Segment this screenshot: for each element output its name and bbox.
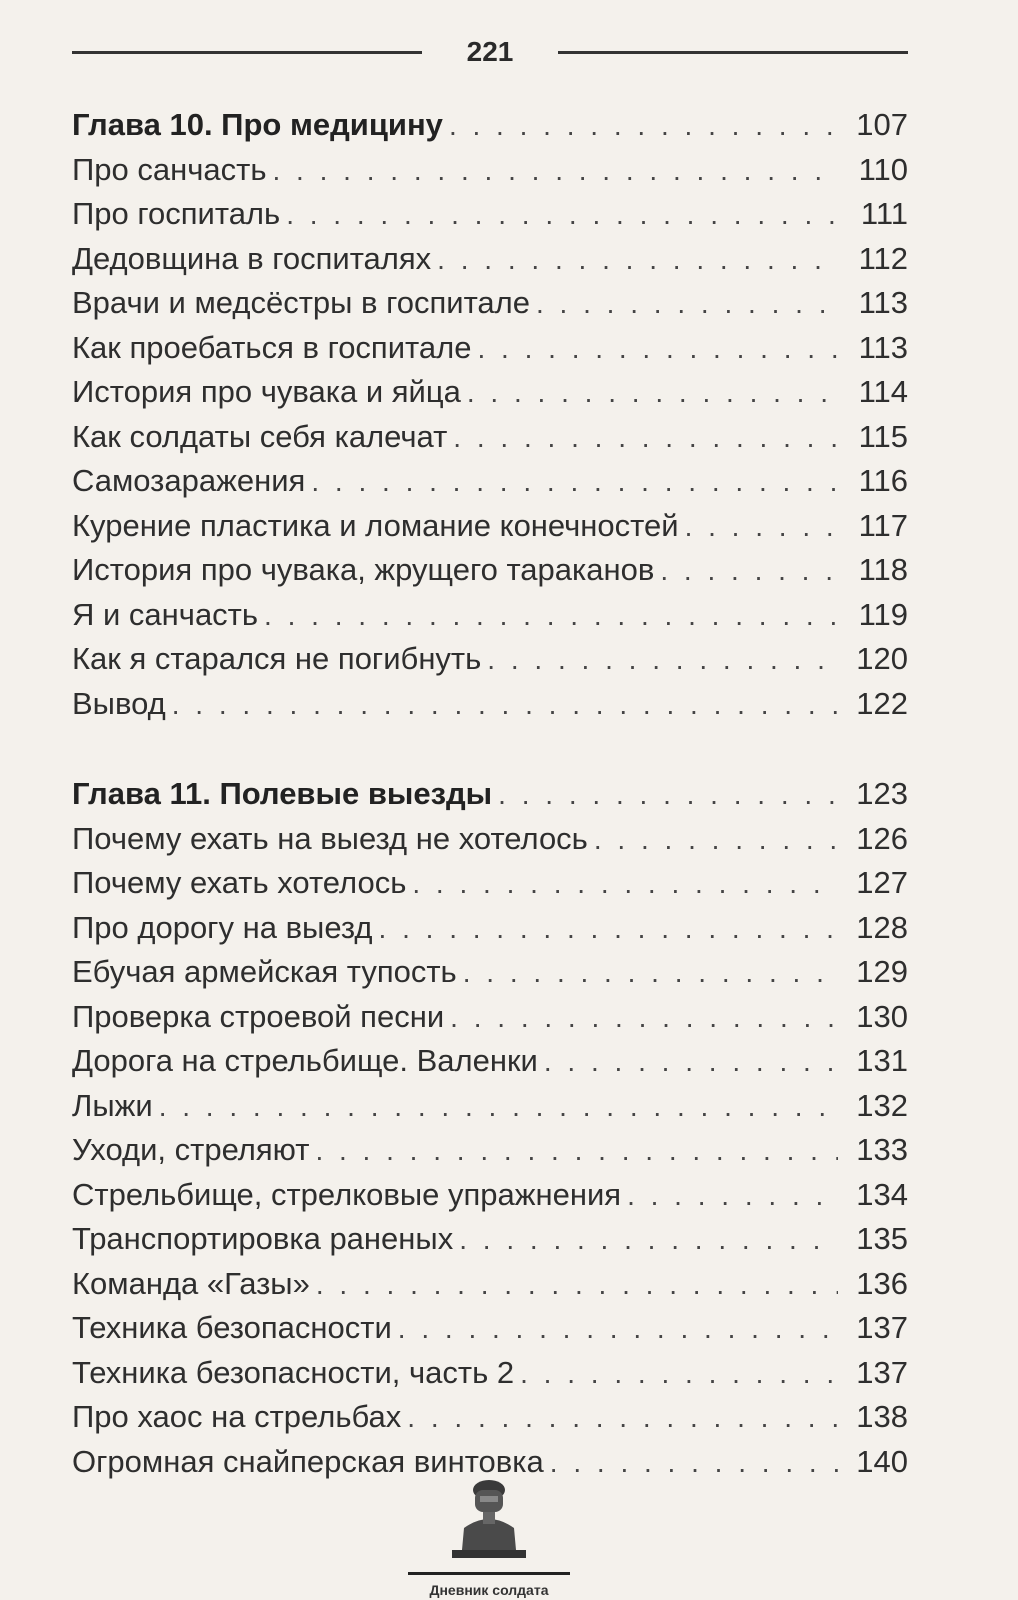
toc-entry-page: 135 xyxy=(856,1221,908,1256)
toc-entry-page: 129 xyxy=(856,954,908,989)
dot-leader xyxy=(498,773,838,817)
dot-leader xyxy=(159,1085,838,1129)
toc-entry xyxy=(72,192,908,237)
dot-leader xyxy=(467,371,838,415)
page-header xyxy=(72,30,908,74)
toc-entry-page: 134 xyxy=(856,1176,908,1212)
dot-leader xyxy=(627,1174,838,1218)
dot-leader xyxy=(453,416,838,460)
toc-entry-title: Про хаос на стрельбах xyxy=(72,1399,402,1434)
toc-entry-page: 120 xyxy=(856,641,908,676)
toc-entry xyxy=(72,281,908,326)
toc-entry xyxy=(72,237,908,282)
dot-leader xyxy=(412,862,838,906)
toc-entry xyxy=(72,861,908,906)
page-number: 221 xyxy=(466,36,514,67)
toc-entry-page: 113 xyxy=(858,285,908,320)
toc-entry-page: 131 xyxy=(856,1043,908,1078)
toc-entry-title: Про госпиталь xyxy=(72,196,281,231)
dot-leader xyxy=(520,1352,838,1396)
toc-entry-page: 133 xyxy=(856,1132,908,1167)
toc-entry-title: Команда «Газы» xyxy=(72,1265,310,1301)
toc-entry-title: Техника безопасности, часть 2 xyxy=(72,1354,515,1390)
toc-entry-page: 117 xyxy=(858,507,908,543)
toc-entry xyxy=(72,148,908,193)
toc-entry-title: Как солдаты себя калечат xyxy=(72,418,448,454)
toc-entry-page: 113 xyxy=(858,329,908,365)
dot-leader xyxy=(450,996,838,1040)
toc-entry-page: 140 xyxy=(856,1443,908,1479)
dot-leader xyxy=(172,683,838,727)
toc-chapter-10 xyxy=(72,103,908,726)
toc-entry-title: Глава 11. Полевые выезды xyxy=(72,776,493,811)
toc-chapter-heading xyxy=(72,772,908,817)
toc-entry-title: Вывод xyxy=(72,685,166,721)
toc-entry-title: Ебучая армейская тупость xyxy=(72,954,457,989)
toc-entry-page: 132 xyxy=(856,1087,908,1123)
toc-entry-title: Про санчасть xyxy=(72,151,267,187)
dot-leader xyxy=(315,1129,838,1173)
dot-leader xyxy=(685,505,838,549)
toc-entry xyxy=(72,1306,908,1351)
toc-entry xyxy=(72,1262,908,1307)
toc-entry xyxy=(72,637,908,682)
toc-entry-page: 112 xyxy=(858,240,908,276)
toc-entry-page: 127 xyxy=(856,865,908,900)
dot-leader xyxy=(311,460,838,504)
toc-entry xyxy=(72,415,908,460)
toc-entry-page: 119 xyxy=(858,596,908,632)
toc-chapter-11 xyxy=(72,772,908,1484)
toc-entry-title: Транспортировка раненых xyxy=(72,1221,454,1256)
dot-leader xyxy=(477,327,838,371)
toc-entry xyxy=(72,906,908,951)
toc-entry xyxy=(72,1395,908,1440)
toc-entry xyxy=(72,504,908,549)
toc-entry-title: Проверка строевой песни xyxy=(72,998,445,1034)
toc-entry-page: 130 xyxy=(856,998,908,1034)
dot-leader xyxy=(437,238,838,282)
toc-entry-page: 128 xyxy=(856,909,908,945)
toc-entry xyxy=(72,950,908,995)
toc-entry xyxy=(72,817,908,862)
toc-entry-page: 122 xyxy=(856,685,908,721)
dot-leader xyxy=(286,193,838,237)
dot-leader xyxy=(272,149,838,193)
dot-leader xyxy=(449,104,838,148)
toc-entry-page: 138 xyxy=(856,1399,908,1434)
toc-entry xyxy=(72,326,908,371)
dot-leader xyxy=(487,638,838,682)
dot-leader xyxy=(463,951,838,995)
toc-entry xyxy=(72,1039,908,1084)
toc-entry xyxy=(72,593,908,638)
toc-entry-page: 114 xyxy=(858,374,908,409)
toc-entry-title: Как я старался не погибнуть xyxy=(72,641,482,676)
toc-entry-title: История про чувака, жрущего тараканов xyxy=(72,552,655,587)
toc-entry-title: Я и санчасть xyxy=(72,596,259,632)
toc-entry-title: Огромная снайперская винтовка xyxy=(72,1443,544,1479)
toc-entry xyxy=(72,995,908,1040)
toc-entry xyxy=(72,1173,908,1218)
toc-entry-page: 137 xyxy=(856,1310,908,1345)
dot-leader xyxy=(544,1040,838,1084)
toc-entry xyxy=(72,1351,908,1396)
toc-entry-title: Уходи, стреляют xyxy=(72,1132,310,1167)
dot-leader xyxy=(407,1396,838,1440)
dot-leader xyxy=(660,549,838,593)
toc-entry xyxy=(72,370,908,415)
toc-entry-page: 110 xyxy=(858,151,908,187)
toc-entry-page: 136 xyxy=(856,1265,908,1301)
toc-entry-title: Дорога на стрельбище. Валенки xyxy=(72,1043,538,1078)
toc-entry xyxy=(72,682,908,727)
toc-entry-title: Техника безопасности xyxy=(72,1310,392,1345)
toc-entry xyxy=(72,1084,908,1129)
toc-entry-page: 107 xyxy=(856,107,908,142)
dot-leader xyxy=(536,282,838,326)
toc-entry-title: История про чувака и яйца xyxy=(72,374,461,409)
toc-entry-title: Почему ехать на выезд не хотелось xyxy=(72,820,588,856)
toc-chapter-heading xyxy=(72,103,908,148)
toc-entry xyxy=(72,548,908,593)
toc-entry-page: 116 xyxy=(858,463,908,498)
dot-leader xyxy=(459,1218,838,1262)
header-rule-left xyxy=(72,51,422,54)
footer-logo-text: Дневник солдата xyxy=(429,1582,549,1598)
toc-entry-title: Почему ехать хотелось xyxy=(72,865,407,900)
toc-entry-title: Дедовщина в госпиталях xyxy=(72,240,432,276)
toc-entry-title: Как проебаться в госпитале xyxy=(72,329,472,365)
dot-leader xyxy=(550,1441,838,1485)
toc-entry-title: Самозаражения xyxy=(72,463,306,498)
toc-entry-title: Врачи и медсёстры в госпитале xyxy=(72,285,530,320)
toc-entry-title: Курение пластика и ломание конечностей xyxy=(72,507,679,543)
toc-entry xyxy=(72,1128,908,1173)
dot-leader xyxy=(594,818,838,862)
toc-entry-title: Стрельбище, стрелковые упражнения xyxy=(72,1176,622,1212)
dot-leader xyxy=(264,594,838,638)
toc-entry-page: 123 xyxy=(856,776,908,811)
toc-entry-title: Глава 10. Про медицину xyxy=(72,107,443,142)
toc-entry xyxy=(72,1217,908,1262)
dot-leader xyxy=(398,1307,838,1351)
dot-leader xyxy=(316,1263,838,1307)
dot-leader xyxy=(379,907,838,951)
header-rule-right xyxy=(558,51,908,54)
toc-entry-page: 118 xyxy=(858,552,908,587)
toc-entry-page: 137 xyxy=(856,1354,908,1390)
toc-entry-page: 111 xyxy=(860,196,908,231)
toc-entry-page: 126 xyxy=(856,820,908,856)
toc-entry-title: Про дорогу на выезд xyxy=(72,909,373,945)
toc-entry-title: Лыжи xyxy=(72,1087,153,1123)
toc-entry xyxy=(72,459,908,504)
toc-entry-page: 115 xyxy=(858,418,908,454)
